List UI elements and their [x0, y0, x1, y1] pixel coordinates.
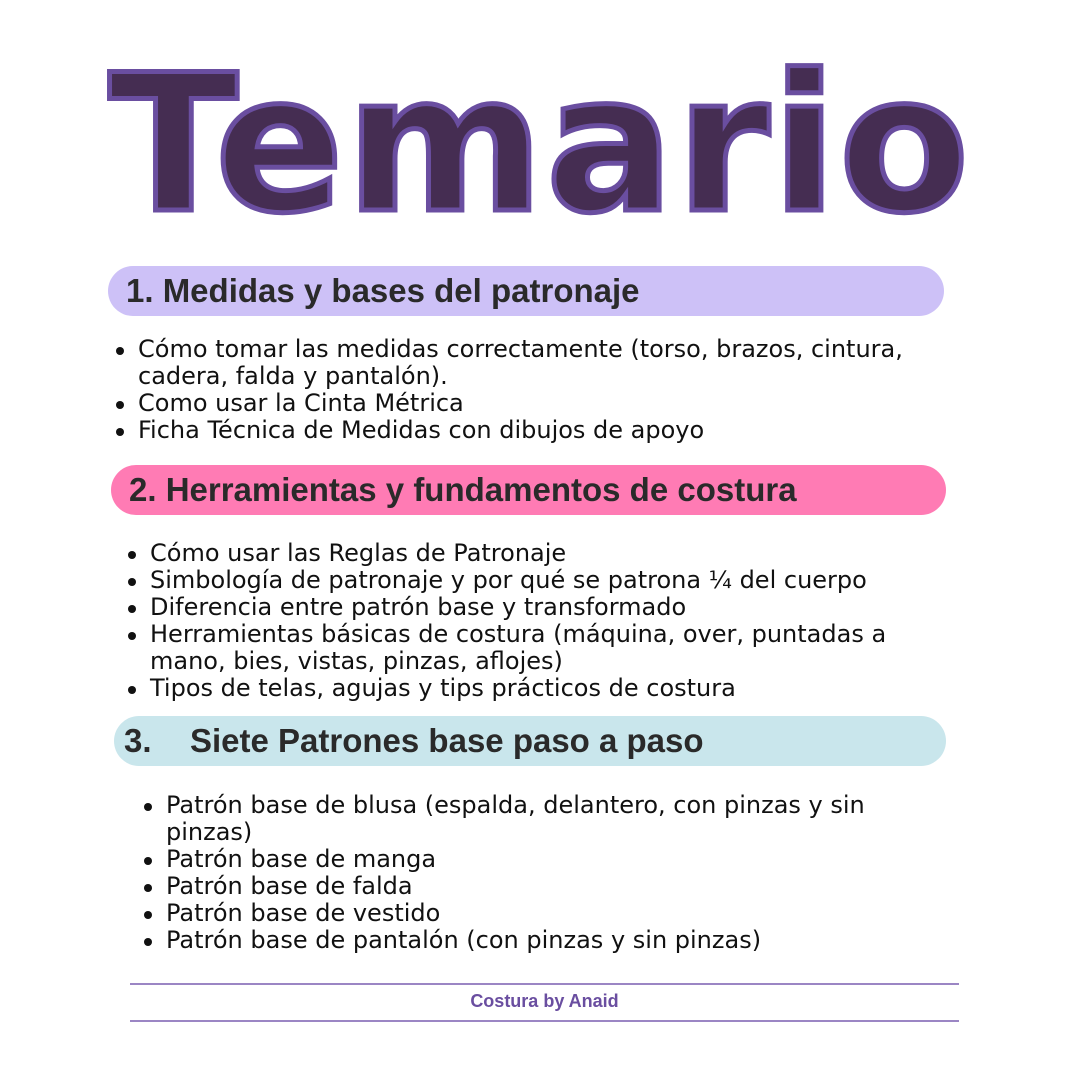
section-heading-text: 1. Medidas y bases del patronaje [126, 272, 640, 309]
list-item: Cómo usar las Reglas de Patronaje [126, 540, 966, 567]
section-heading-medidas [108, 266, 944, 316]
section-list-patrones [142, 792, 942, 954]
section-number: 3. [124, 722, 152, 759]
list-item: Ficha Técnica de Medidas con dibujos de apoyo [114, 417, 974, 444]
list-item: Patrón base de manga [142, 846, 942, 873]
section-heading-herramientas [111, 465, 946, 515]
section-list-herramientas [126, 540, 966, 702]
list-item: Como usar la Cinta Métrica [114, 390, 974, 417]
list-item: Patrón base de pantalón (con pinzas y sin pinzas) [142, 927, 942, 954]
list-item: Cómo tomar las medidas correctamente (torso, brazos, cintura, cadera, falda y pantalón). [114, 336, 974, 390]
list-item: Diferencia entre patrón base y transformado [126, 594, 966, 621]
section-heading-patrones [114, 716, 946, 766]
section-heading-text: 2. Herramientas y fundamentos de costura [129, 471, 797, 508]
list-item: Tipos de telas, agujas y tips prácticos de costura [126, 675, 966, 702]
list-item: Herramientas básicas de costura (máquina, over, puntadas a mano, bies, vistas, pinzas, aflojes) [126, 621, 966, 675]
list-item: Patrón base de vestido [142, 900, 942, 927]
footer-divider-bottom [130, 1020, 959, 1022]
list-item: Simbología de patronaje y por qué se patrona ¼ del cuerpo [126, 567, 966, 594]
page-title: Temario [108, 34, 972, 255]
footer-divider-top [130, 983, 959, 985]
section-list-medidas [114, 336, 974, 444]
section-heading-text: Siete Patrones base paso a paso [190, 722, 704, 759]
list-item: Patrón base de falda [142, 873, 942, 900]
list-item: Patrón base de blusa (espalda, delantero, con pinzas y sin pinzas) [142, 792, 942, 846]
footer-brand: Costura by Anaid [470, 991, 619, 1011]
